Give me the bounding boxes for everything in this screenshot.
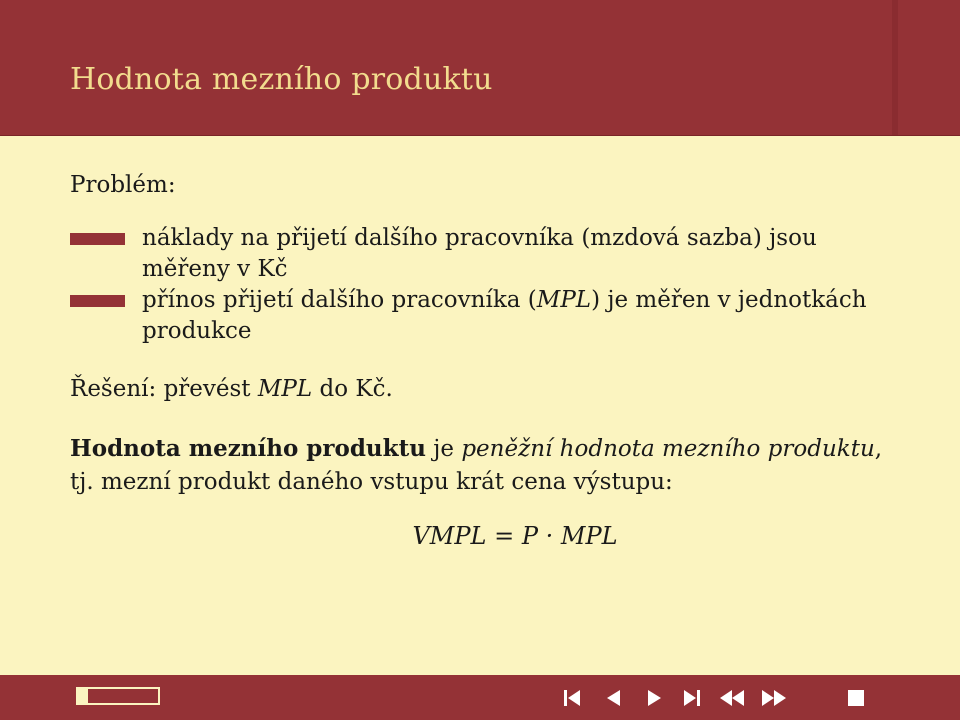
slide-content: [70, 170, 900, 552]
last-page-icon[interactable]: [678, 686, 706, 710]
solution-line: [70, 374, 900, 405]
bullet-marker-icon: [70, 295, 125, 307]
list-item: [70, 223, 900, 285]
back-icon[interactable]: [718, 686, 746, 710]
formula: VMPL = P · MPL: [412, 522, 618, 550]
next-page-icon[interactable]: [640, 686, 668, 710]
bullet-text-before: přínos přijetí dalšího pracovníka (: [142, 287, 537, 313]
first-page-icon[interactable]: [560, 686, 588, 710]
mpl-term: MPL: [536, 287, 592, 313]
bullet-text-after: ) je měřen v jednotkách produkce: [142, 287, 867, 344]
definition-italic: peněžní hodnota mezního produktu: [461, 436, 875, 462]
definition-rest: , tj. mezní produkt daného vstupu krát cena výstupu:: [70, 436, 883, 495]
slide-header: [0, 0, 960, 136]
close-icon[interactable]: [842, 686, 870, 710]
prev-page-icon[interactable]: [600, 686, 628, 710]
slide-footer: [0, 675, 960, 720]
mpl-term: MPL: [257, 376, 313, 402]
header-stripe: [892, 0, 898, 135]
forward-icon[interactable]: [760, 686, 788, 710]
progress-fill: [78, 689, 88, 703]
bullet-text: náklady na přijetí dalšího pracovníka (mzdová sazba) jsou měřeny v Kč: [142, 225, 817, 282]
definition-middle: je: [425, 436, 462, 462]
problem-label: Problém:: [70, 172, 176, 198]
solution-before: Řešení: převést: [70, 376, 258, 402]
definition-term: Hodnota mezního produktu: [70, 435, 426, 462]
slide-title: Hodnota mezního produktu: [70, 62, 493, 97]
progress-bar: [76, 687, 160, 705]
definition-paragraph: [70, 432, 900, 499]
bullet-marker-icon: [70, 233, 125, 245]
problem-list: [70, 223, 900, 347]
solution-after: do Kč.: [312, 376, 393, 402]
list-item: [70, 285, 900, 347]
